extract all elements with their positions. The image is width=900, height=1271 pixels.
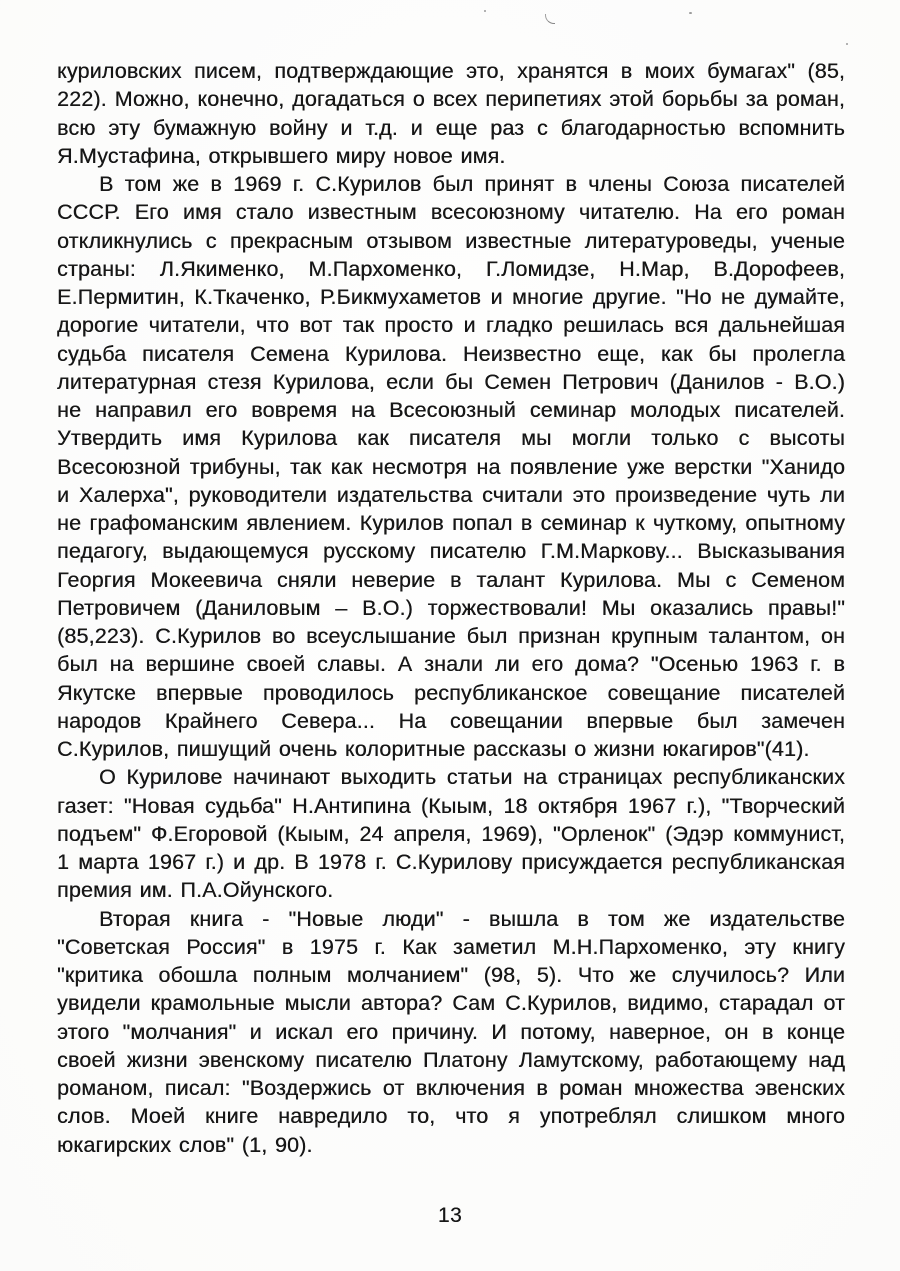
- paragraph-second-book: Вторая книга - "Новые люди" - вышла в том же издательстве "Советская Россия" в 1975 г. Как заметил М.Н.Пархоменко, эту книгу "критика обошла полным молчанием" (98, 5). Что же случилось? Или увидели крамольные мысли автора? Сам С.Курилов, видимо, старадал от этого "молчания" и искал его причину. И потому, наверное, он в конце своей жизни эвенскому писателю Платону Ламутскому, работающему над романом, писал: "Воздержись от включения в роман множества эвенских слов. Моей книге навредило то, что я употреблял слишком много юкагирских слов" (1, 90).: [57, 906, 845, 1157]
- scan-speck: [484, 10, 486, 12]
- paragraph-republican-press: О Курилове начинают выходить статьи на страницах республиканских газет: "Новая судьба" Н.Антипина (Кыым, 18 октября 1967 г.), "Творческий подъем" Ф.Егоровой (Кыым, 24 апреля, 1969), "Орленок" (Эдэр коммунист, 1 марта 1967 г.) и др. В 1978 г. С.Курилову присуждается республиканская премия им. П.А.Ойунского.: [57, 765, 845, 903]
- scan-speck: [689, 12, 692, 14]
- paragraph-union-of-writers: В том же в 1969 г. С.Курилов был принят в члены Союза писателей СССР. Его имя стало известным всесоюзному читателю. На его роман откликнулись с прекрасным отзывом известные литературоведы, ученые страны: Л.Якименко, М.Пархоменко, Г.Ломидзе, Н.Мар, В.Дорофеев, Е.Пермитин, К.Ткаченко, Р.Бикмухаметов и многие другие. "Но не думайте, дорогие читатели, что вот так просто и гладко решилась вся дальнейшая судьба писателя Семена Курилова. Неизвестно еще, как бы пролегла литературная стезя Курилова, если бы Семен Петрович (Данилов - В.О.) не направил его вовремя на Всесоюзный семинар молодых писателей. Утвердить имя Курилова как писателя мы могли только с высоты Всесоюзной трибуны, так как несмотря на появление уже верстки "Ханидо и Халерха", руководители издательства считали это произведение чуть ли не графоманским явлением. Курилов попал в семинар к чуткому, опытному педагогу, выдающемуся русскому писателю Г.М.Маркову... Высказывания Георгия Мокеевича сняли неверие в талант Курилова. Мы с Семеном Петровичем (Даниловым – В.О.) торжествовали! Мы оказались правы!" (85,223). С.Курилов во всеуслышание был признан крупным талантом, он был на вершине своей славы. А знали ли его дома? "Осенью 1963 г. в Якутске впервые проводилось республиканское совещание писателей народов Крайнего Севера... На совещании впервые был замечен С.Курилов, пишущий очень колоритные рассказы о жизни юкагиров"(41).: [57, 172, 845, 761]
- body-text-block: [57, 57, 845, 1159]
- paragraph-continuation: куриловских писем, подтверждающие это, хранятся в моих бумагах" (85, 222). Можно, конечно, догадаться о всех перипетиях этой борьбы за роман, всю эту бумажную войну и т.д. и еще раз с благодарностью вспомнить Я.Мустафина, открывшего миру новое имя.: [57, 59, 845, 168]
- page-number: 13: [437, 1204, 463, 1227]
- scan-smudge-artifact: [545, 14, 555, 24]
- scan-speck: [846, 43, 848, 45]
